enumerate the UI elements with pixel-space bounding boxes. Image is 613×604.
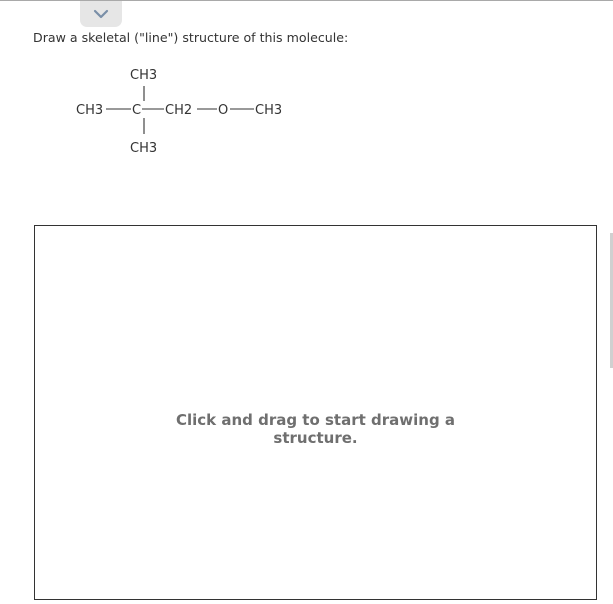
question-prompt: Draw a skeletal ("line") structure of this molecule: — [33, 30, 349, 45]
canvas-hint — [35, 411, 596, 447]
canvas-hint-line2: structure. — [273, 429, 358, 447]
collapse-toggle-button[interactable] — [80, 1, 122, 27]
oxygen-label: O — [218, 103, 229, 118]
right-ch3-label: CH3 — [255, 103, 283, 118]
drawing-canvas[interactable] — [34, 225, 597, 600]
ch2-label: CH2 — [165, 103, 193, 118]
chevron-down-icon — [93, 9, 109, 19]
center-carbon-label: C — [132, 103, 142, 118]
top-ch3-main: CH3 — [130, 68, 158, 83]
canvas-hint-line1: Click and drag to start drawing a — [175, 411, 456, 429]
left-ch3-label: CH3 — [76, 103, 104, 118]
bottom-ch3-label: CH3 — [130, 141, 158, 156]
top-ch3-label — [130, 68, 157, 83]
